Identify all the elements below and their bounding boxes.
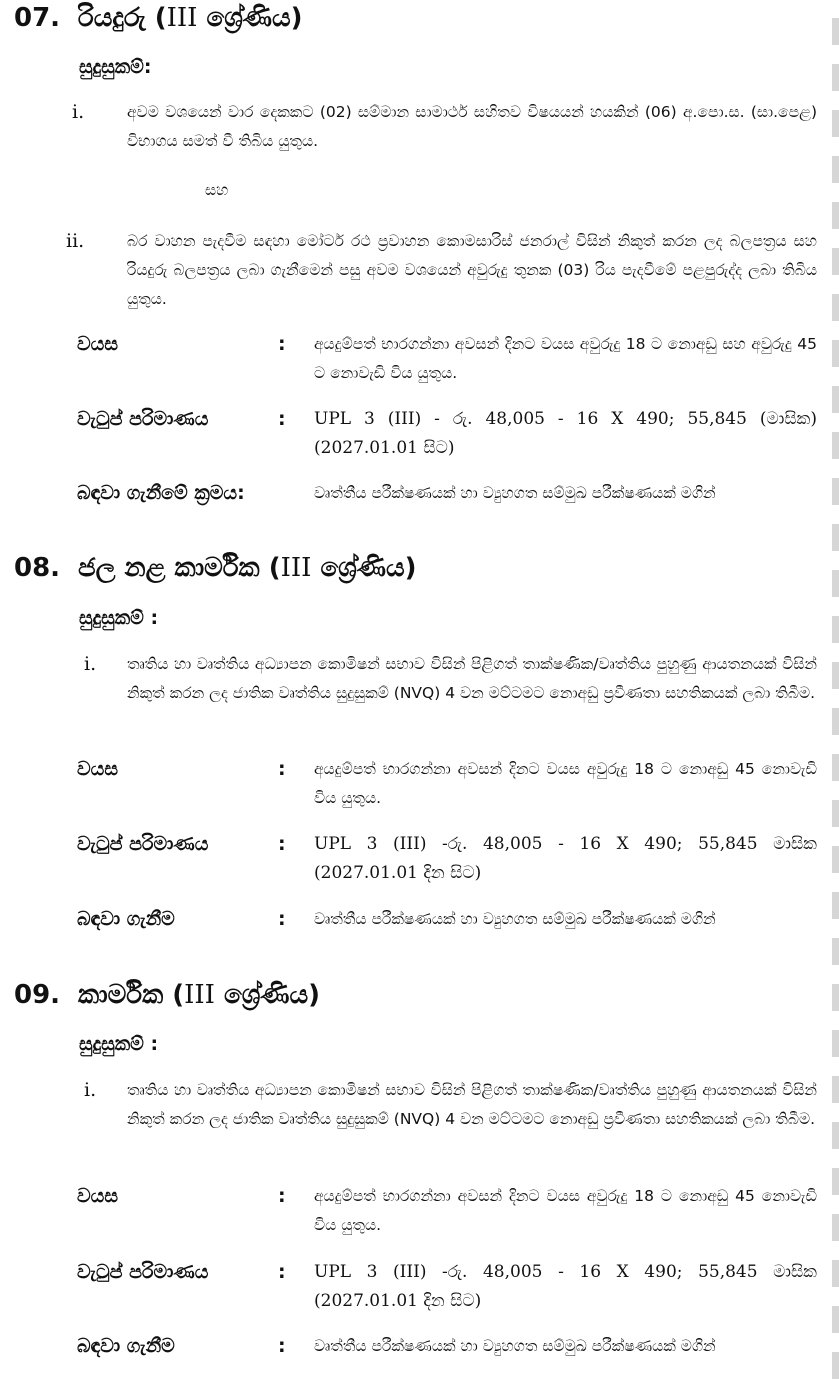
qualifications-label: සුදුසුකම් : bbox=[79, 607, 159, 629]
qualification-item: තෘතිය හා වෘත්තිය අධ්‍යාපන කොමිෂන් සභාව විසින් පිළිගත් තාක්ෂණික/වෘත්තිය පුහුණු ආයතනයක් විසින් නිකුත් කරන ලද ජාතික වෘත්තිය සුදුසුකම් (NVQ) 4 වන මට්ටමට නොඅඩු ප්‍රවීණතා සහතිකයක් ලබා තිබීම. bbox=[127, 1081, 817, 1128]
age-label: වයස bbox=[77, 1185, 118, 1207]
salary-value: UPL 3 (III) -රු. 48,005 - 16 X 490; 55,845 මාසික (2027.01.01 දින සිට) bbox=[314, 834, 817, 883]
section-title-end: ශ්‍රේණිය) bbox=[214, 980, 321, 1010]
qualifications-label: සුදුසුකම්: bbox=[79, 56, 152, 78]
section-title: රියදුරු ( bbox=[78, 3, 167, 33]
colon: : bbox=[278, 333, 286, 355]
recruitment-value: වෘත්තීය පරීක්ෂණයක් හා ව්‍යුහගත සම්මුඛ පරීක්ෂණයක් මගින් bbox=[314, 484, 716, 502]
page-edge-marks bbox=[832, 0, 839, 1394]
age-label: වයස bbox=[77, 333, 118, 355]
section-title: ජල නළ කාර්මික ( bbox=[78, 553, 281, 583]
colon: : bbox=[278, 1185, 286, 1207]
recruitment-value: වෘත්තීය පරීක්ෂණයක් හා ව්‍යුහගත සම්මුඛ පරීක්ෂණයක් මගින් bbox=[314, 1337, 716, 1355]
item-number: i. bbox=[84, 1079, 97, 1101]
colon: : bbox=[278, 1335, 286, 1357]
section-08-heading bbox=[14, 553, 417, 583]
section-title-end: ශ්‍රේණිය) bbox=[197, 3, 303, 33]
section-title-end: ශ්‍රේණිය) bbox=[311, 553, 417, 583]
item-number: i. bbox=[72, 101, 85, 123]
colon: : bbox=[278, 758, 286, 780]
age-value: අයදුම්පත් භාරගන්නා අවසන් දිනට වයස අවුරුදු 18 ට නොඅඩු 45 නොවැඩි විය යුතුය. bbox=[314, 760, 817, 807]
colon: : bbox=[278, 833, 286, 855]
item-number: i. bbox=[84, 653, 97, 675]
connector-text: සහ bbox=[205, 181, 229, 199]
salary-label: වැටුප් පරිමාණය bbox=[77, 1261, 209, 1283]
salary-value: UPL 3 (III) -රු. 48,005 - 16 X 490; 55,845 මාසික (2027.01.01 දින සිට) bbox=[314, 1262, 817, 1311]
section-number: 07. bbox=[14, 3, 61, 33]
section-grade: III bbox=[280, 553, 312, 583]
qualifications-label: සුදුසුකම් : bbox=[79, 1033, 159, 1055]
salary-label: වැටුප් පරිමාණය bbox=[77, 408, 209, 430]
section-grade: III bbox=[166, 3, 198, 33]
recruitment-label: බඳවා ගැනීම bbox=[77, 908, 175, 930]
section-number: 09. bbox=[14, 980, 61, 1010]
recruitment-label: බඳවා ගැනීමේ ක්‍රමය: bbox=[77, 482, 245, 504]
salary-value: UPL 3 (III) - රු. 48,005 - 16 X 490; 55,845 (මාසික) (2027.01.01 සිට) bbox=[314, 409, 817, 458]
colon: : bbox=[278, 1261, 286, 1283]
section-title: කාර්මික ( bbox=[78, 980, 185, 1010]
qualification-item: බර වාහන පැදවීම සඳහා මෝටර් රථ ප්‍රවාහන කොමසාරිස් ජනරාල් විසින් නිකුත් කරන ලද බලපත්‍රය සහ රියදුරු බලපත්‍රය ලබා ගැනීමෙන් පසු අවම වශයෙන් අවුරුදු තුනක (03) රිය පැදවීමේ පළපුරුද්ද ලබා තිබිය යුතුය. bbox=[127, 232, 817, 308]
age-label: වයස bbox=[77, 758, 118, 780]
recruitment-value: වෘත්තීය පරීක්ෂණයක් හා ව්‍යුහගත සම්මුඛ පරීක්ෂණයක් මගින් bbox=[314, 910, 716, 928]
age-value: අයදුම්පත් භාරගන්නා අවසන් දිනට වයස අවුරුදු 18 ට නොඅඩු 45 නොවැඩි විය යුතුය. bbox=[314, 1187, 817, 1234]
qualification-item: තෘතිය හා වෘත්තිය අධ්‍යාපන කොමිෂන් සභාව විසින් පිළිගත් තාක්ෂණික/වෘත්තිය පුහුණු ආයතනයක් විසින් නිකුත් කරන ලද ජාතික වෘත්තිය සුදුසුකම් (NVQ) 4 වන මට්ටමට නොඅඩු ප්‍රවීණතා සහතිකයක් ලබා තිබීම. bbox=[127, 655, 817, 702]
section-07-heading bbox=[14, 3, 303, 33]
colon: : bbox=[278, 908, 286, 930]
qualification-item: අවම වශයෙන් වාර දෙකකට (02) සම්මාන සාමාර්ථ සහිතව විෂයයන් හයකින් (06) අ.පො.ස. (සා.පෙළ) විභාගය සමත් වී තිබිය යුතුය. bbox=[127, 103, 817, 150]
section-grade: III bbox=[184, 980, 215, 1010]
section-number: 08. bbox=[14, 553, 61, 583]
item-number: ii. bbox=[66, 230, 85, 252]
salary-label: වැටුප් පරිමාණය bbox=[77, 833, 209, 855]
recruitment-label: බඳවා ගැනීම bbox=[77, 1335, 175, 1357]
age-value: අයදුම්පත් භාරගන්නා අවසන් දිනට වයස අවුරුදු 18 ට නොඅඩු සහ අවුරුදු 45 ට නොවැඩි විය යුතුය. bbox=[314, 335, 817, 382]
colon: : bbox=[278, 408, 286, 430]
section-09-heading bbox=[14, 980, 320, 1010]
